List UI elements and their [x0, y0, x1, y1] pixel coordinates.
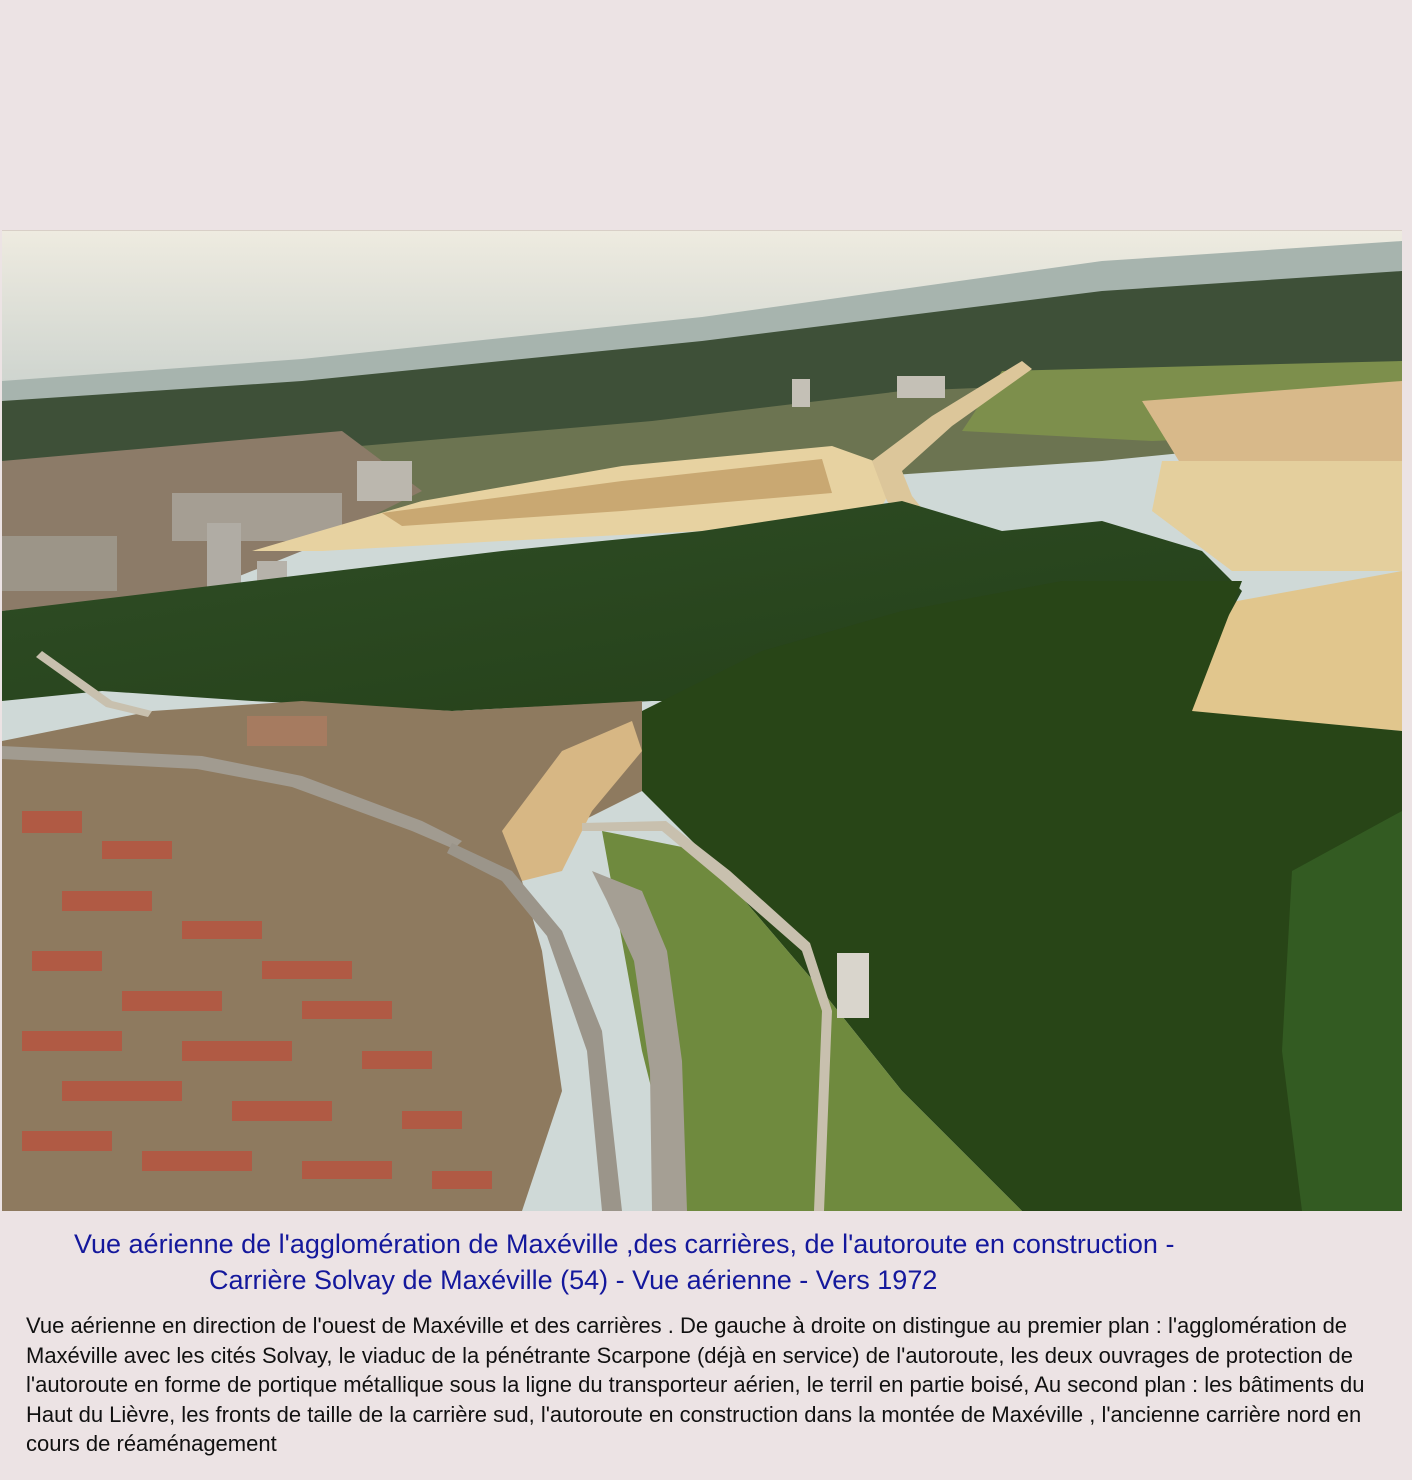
forest-edge [1282, 811, 1402, 1211]
caption-title-line-2: Carrière Solvay de Maxéville (54) - Vue aérienne - Vers 1972 [209, 1265, 938, 1295]
photo-description: Vue aérienne en direction de l'ouest de Maxéville et des carrières . De gauche à droite on distingue au premier plan : l'agglomération de Maxéville avec les cités Solvay, le viaduc de la pénétrante Scarpone (déjà en service) de l'autoroute, les deux ouvrages de protection de l'autoroute en forme de portique métallique sous la ligne du transporteur aérien, le terril en partie boisé, Au second plan : les bâtiments du Haut du Lièvre, les fronts de taille de la carrière sud, l'autoroute en construction dans la montée de Maxéville , l'ancienne carrière nord en cours de réaménagement [26, 1313, 1365, 1457]
tower-building [357, 461, 412, 501]
building [837, 953, 869, 1018]
aerial-photograph [2, 230, 1402, 1211]
tower-building [897, 376, 945, 398]
building [247, 716, 327, 746]
long-building [2, 536, 117, 591]
aerial-photograph-drawing [2, 231, 1402, 1211]
caption-title-line-1: Vue aérienne de l'agglomération de Maxéville ,des carrières, de l'autoroute en construction - [74, 1229, 1175, 1259]
photo-caption-title [0, 1226, 1412, 1298]
tower-building [792, 379, 810, 407]
